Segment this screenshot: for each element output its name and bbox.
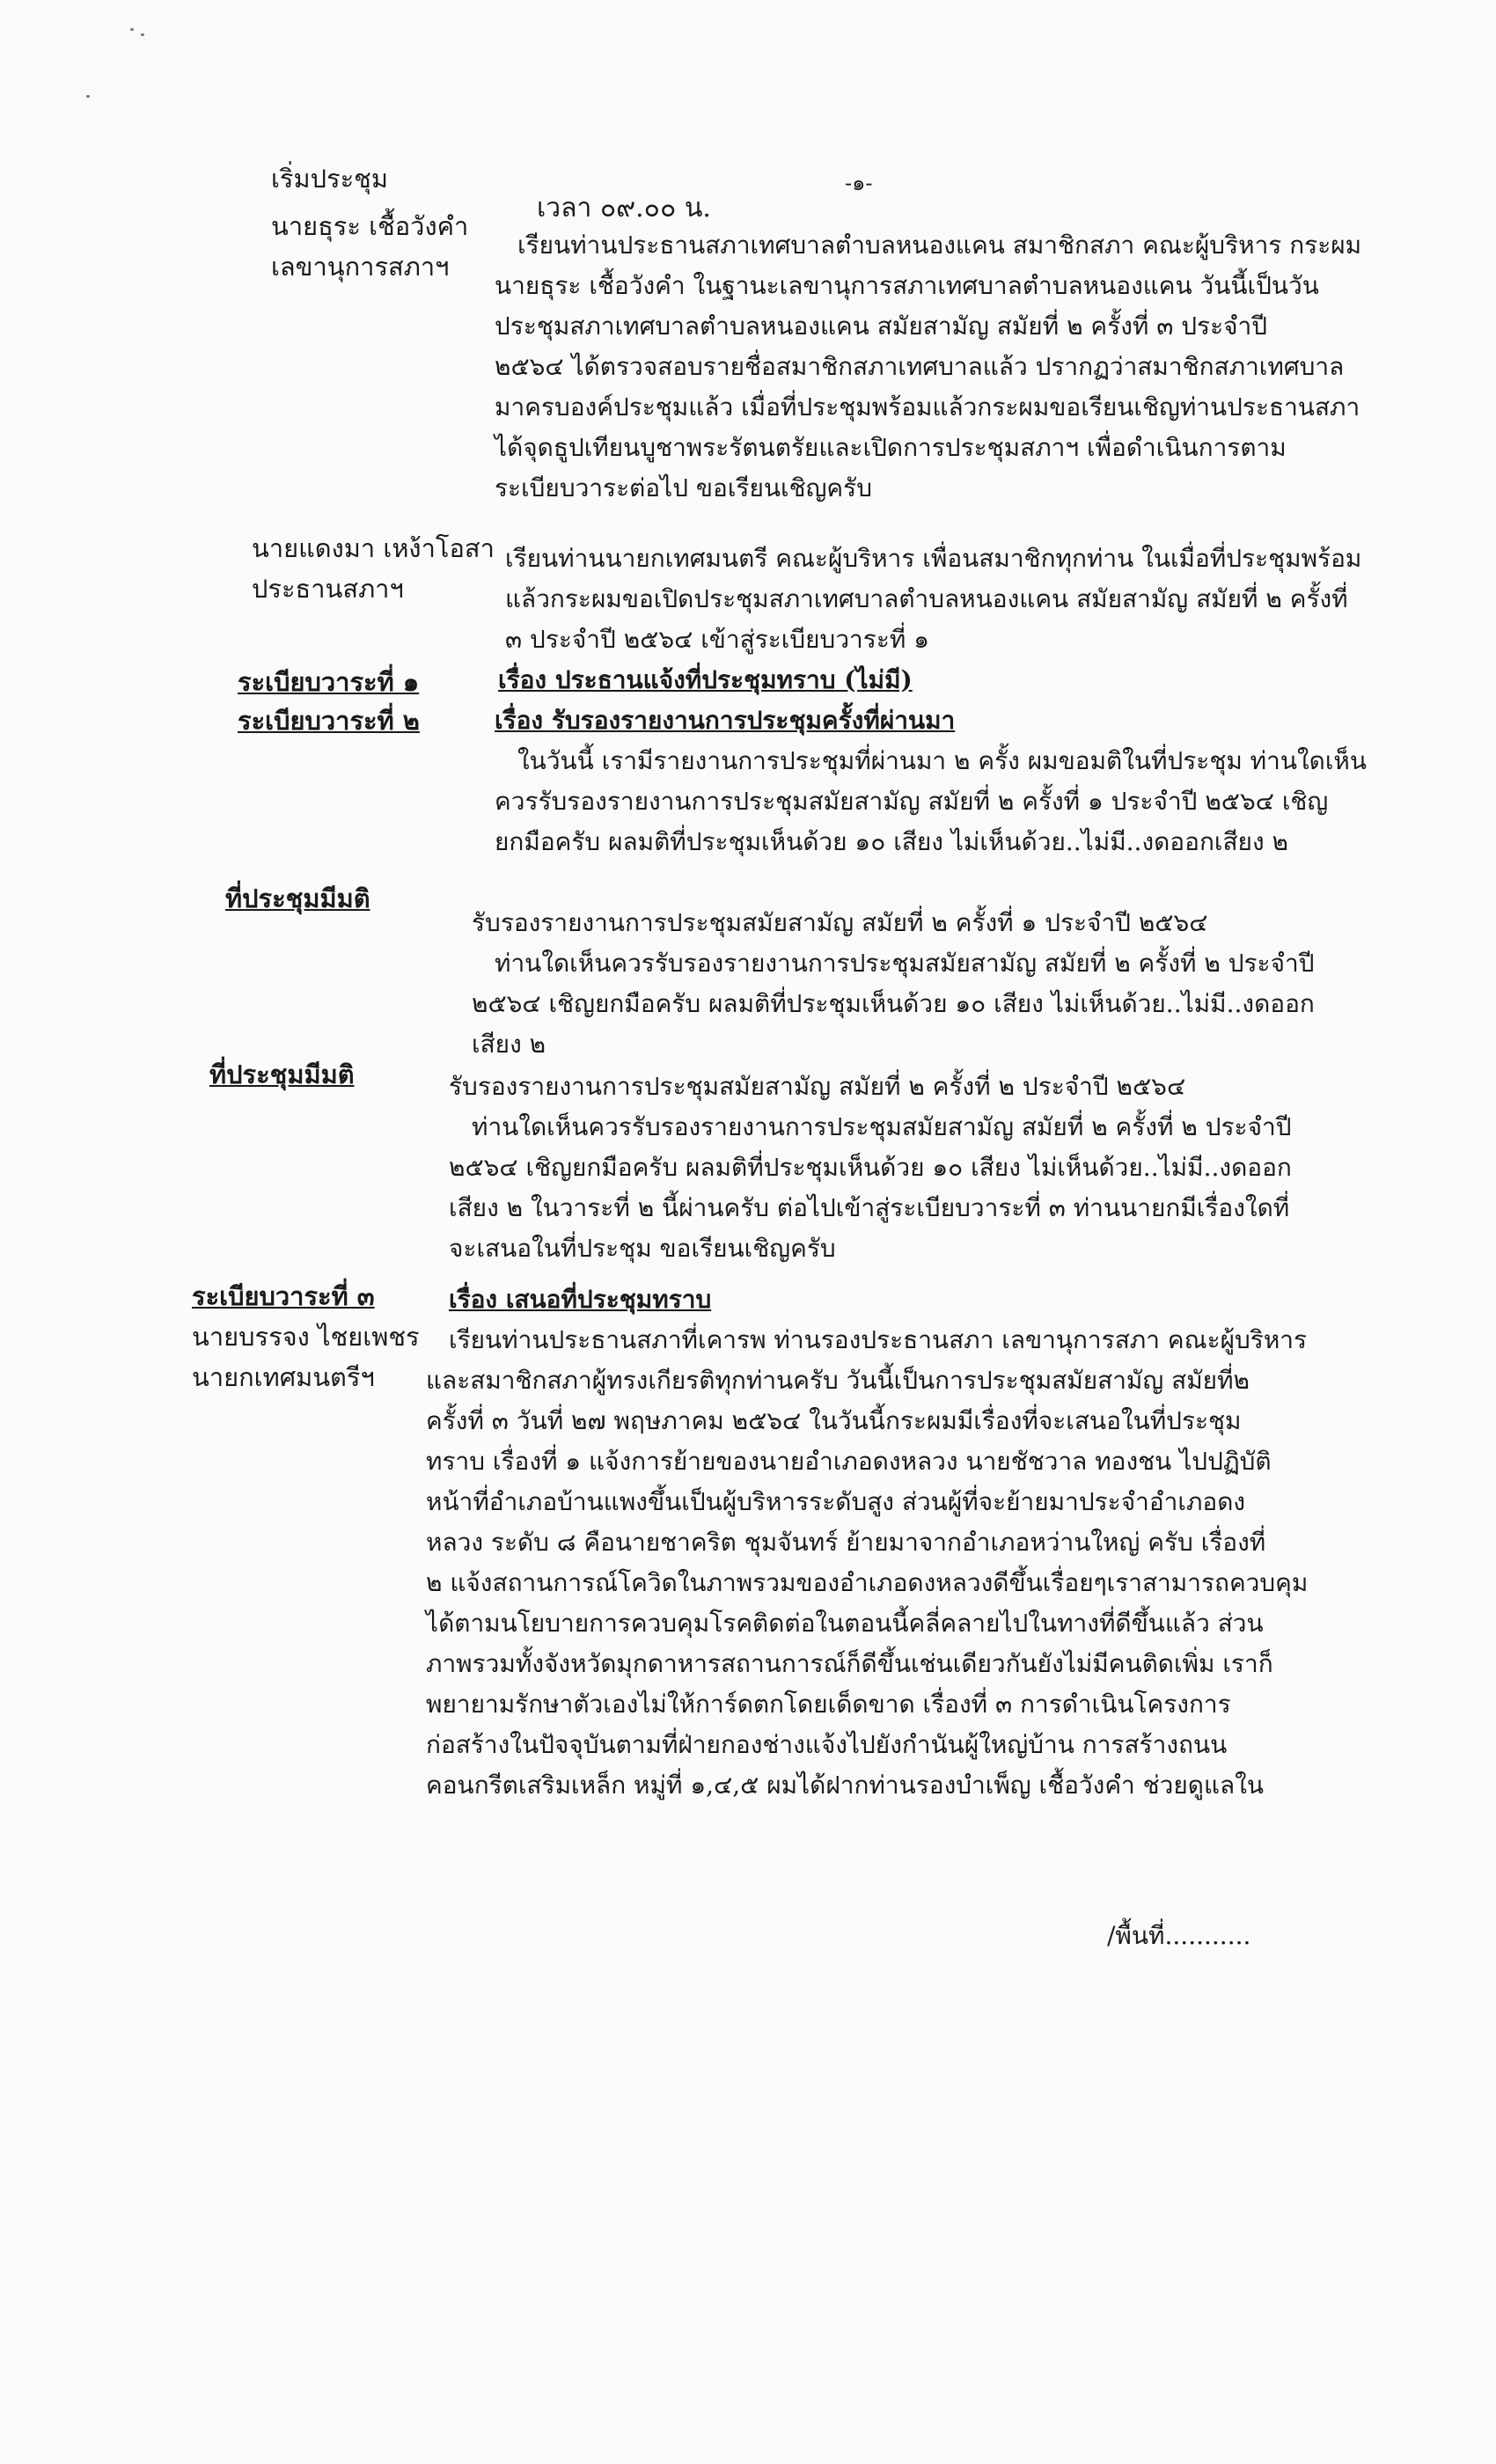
speaker-role: นายกเทศมนตรีฯ xyxy=(192,1362,375,1392)
agenda-2-label: ระเบียบวาระที่ ๒ xyxy=(238,706,420,736)
speaker-name: นายบรรจง ไชยเพชร xyxy=(192,1322,420,1352)
speaker-name: นายแดงมา เหง้าโอสา xyxy=(252,533,495,563)
resolution-2-body: รับรองรายงานการประชุมสมัยสามัญ สมัยที่ ๒ ครั้งที่ ๒ ประจำปี ๒๕๖๔ ท่านใดเห็นควรรับรองรายงานการประชุมสมัยสามัญ สมัยที่ ๒ ครั้งที่ ๒ ประจำปี ๒๕๖๔ เชิญยกมือครับ ผลมติที่ประชุมเห็นด้วย ๑๐ เสียง ไม่เห็นด้วย..ไม่มี..งดออก เสียง ๒ ในวาระที่ ๒ นี้ผ่านครับ ต่อไปเข้าสู่ระเบียบวาระที่ ๓ ท่านนายกมีเรื่องใดที่ จะเสนอในที่ประชุม ขอเรียนเชิญครับ xyxy=(449,1072,1292,1263)
speaker-chairman xyxy=(252,528,516,609)
resolution-1-body: รับรองรายงานการประชุมสมัยสามัญ สมัยที่ ๒ ครั้งที่ ๑ ประจำปี ๒๕๖๔ ท่านใดเห็นควรรับรองรายงานการประชุมสมัยสามัญ สมัยที่ ๒ ครั้งที่ ๒ ประจำปี ๒๕๖๔ เชิญยกมือครับ ผลมติที่ประชุมเห็นด้วย ๑๐ เสียง ไม่เห็นด้วย..ไม่มี..งดออก เสียง ๒ xyxy=(472,908,1315,1059)
continuation-marker: /พื้นที่........... xyxy=(1107,1921,1251,1950)
agenda-3-labels xyxy=(192,1276,456,1397)
page-number: -๑- xyxy=(845,171,873,195)
speaker-role: เลขานุการสภาฯ xyxy=(271,252,450,282)
chairman-speech: เรียนท่านนายกเทศมนตรี คณะผู้บริหาร เพื่อนสมาชิกทุกท่าน ในเมื่อที่ประชุมพร้อม แล้วกระผมขอเปิดประชุมสภาเทศบาลตำบลหนองแคน สมัยสามัญ สมัยที่ ๒ ครั้งที่ ๓ ประจำปี ๒๕๖๔ เข้าสู่ระเบียบวาระที่ ๑ xyxy=(505,544,1362,654)
resolution-2-label: ที่ประชุมมีมติ xyxy=(209,1060,355,1089)
opening-time xyxy=(537,188,711,229)
secretary-speech: เรียนท่านประธานสภาเทศบาลตำบลหนองแคน สมาชิกสภา คณะผู้บริหาร กระผม นายธุระ เชื้อวังคำ ในฐานะเลขานุการสภาเทศบาลตำบลหนองแคน วันนี้เป็นวัน ประชุมสภาเทศบาลตำบลหนองแคน สมัยสามัญ สมัยที่ ๒ ครั้งที่ ๓ ประจำปี ๒๕๖๔ ได้ตรวจสอบรายชื่อสมาชิกสภาเทศบาลแล้ว ปรากฏว่าสมาชิกสภาเทศบาล มาครบองค์ประชุมแล้ว เมื่อที่ประชุมพร้อมแล้วกระผมขอเรียนเชิญท่านประธานสภา ได้จุดธูปเทียนบูชาพระรัตนตรัยและเปิดการประชุมสภาฯ เพื่อดำเนินการตาม ระเบียบวาระต่อไป ขอเรียนเชิญครับ xyxy=(495,231,1362,502)
agenda-1-label: ระเบียบวาระที่ ๑ xyxy=(238,667,420,697)
speaker-role: ประธานสภาฯ xyxy=(252,574,404,604)
agenda-3-body: เรื่อง เสนอที่ประชุมทราบ เรียนท่านประธานสภาที่เคารพ ท่านรองประธานสภา เลขานุการสภา คณะผู้บริหาร และสมาชิกสภาผู้ทรงเกียรติทุกท่านครับ วันนี้เป็นการประชุมสมัยสามัญ สมัยที่๒ ครั้งที่ ๓ วันที่ ๒๗ พฤษภาคม ๒๕๖๔ ในวันนี้กระผมมีเรื่องที่จะเสนอในที่ประชุม ทราบ เรื่องที่ ๑ แจ้งการย้ายของนายอำเภอดงหลวง นายชัชวาล ทองชน ไปปฏิบัติ หน้าที่อำเภอบ้านแพงขึ้นเป็นผู้บริหารระดับสูง ส่วนผู้ที่จะย้ายมาประจำอำเภอดง หลวง ระดับ ๘ คือนายชาคริต ชุมจันทร์ ย้ายมาจากอำเภอหว่านใหญ่ ครับ เรื่องที่ ๒ แจ้งสถานการณ์โควิดในภาพรวมของอำเภอดงหลวงดีขึ้นเรื่อยๆเราสามารถควบคุม ได้ตามนโยบายการควบคุมโรคติดต่อในตอนนี้คลี่คลายไปในทางที่ดีขึ้นแล้ว ส่วน ภาพรวมทั้งจังหวัดมุกดาหารสถานการณ์ก็ดีขึ้นเช่นเดียวกันยังไม่มีคนติดเพิ่ม เราก็ พยายามรักษาตัวเองไม่ให้การ์ดตกโดยเด็ดขาด เรื่องที่ ๓ การดำเนินโครงการ ก่อสร้างในปัจจุบันตามที่ฝ่ายกองช่างแจ้งไปยังกำนันผู้ใหญ่บ้าน การสร้างถนน คอนกรีตเสริมเหล็ก หมู่ที่ ๑,๔,๕ ผมได้ฝากท่านรองบำเพ็ญ เชื้อวังคำ ช่วยดูแลใน xyxy=(426,1285,1309,1800)
scan-speck xyxy=(130,28,134,31)
scan-speck xyxy=(86,95,90,98)
opening-time-text: เวลา ๐๙.๐๐ น. xyxy=(537,193,711,224)
scan-speck xyxy=(141,33,144,36)
resolution-1-label: ที่ประชุมมีมติ xyxy=(225,884,370,913)
speaker-name: นายธุระ เชื้อวังคำ xyxy=(271,211,469,241)
opening-label-text: เริ่มประชุม xyxy=(271,164,388,194)
agenda-3-label: ระเบียบวาระที่ ๓ xyxy=(192,1281,375,1311)
agenda-2-body: เรื่อง รับรองรายงานการประชุมครั้งที่ผ่านมา ในวันนี้ เรามีรายงานการประชุมที่ผ่านมา ๒ ครั้ง ผมขอมติในที่ประชุม ท่านใดเห็น ควรรับรองรายงานการประชุมสมัยสามัญ สมัยที่ ๒ ครั้งที่ ๑ ประจำปี ๒๕๖๔ เชิญ ยกมือครับ ผลมติที่ประชุมเห็นด้วย ๑๐ เสียง ไม่เห็นด้วย..ไม่มี..งดออกเสียง ๒ xyxy=(495,706,1368,856)
agenda-1-heading: เรื่อง ประธานแจ้งที่ประชุมทราบ (ไม่มี) xyxy=(498,665,913,694)
opening-label xyxy=(271,158,535,199)
